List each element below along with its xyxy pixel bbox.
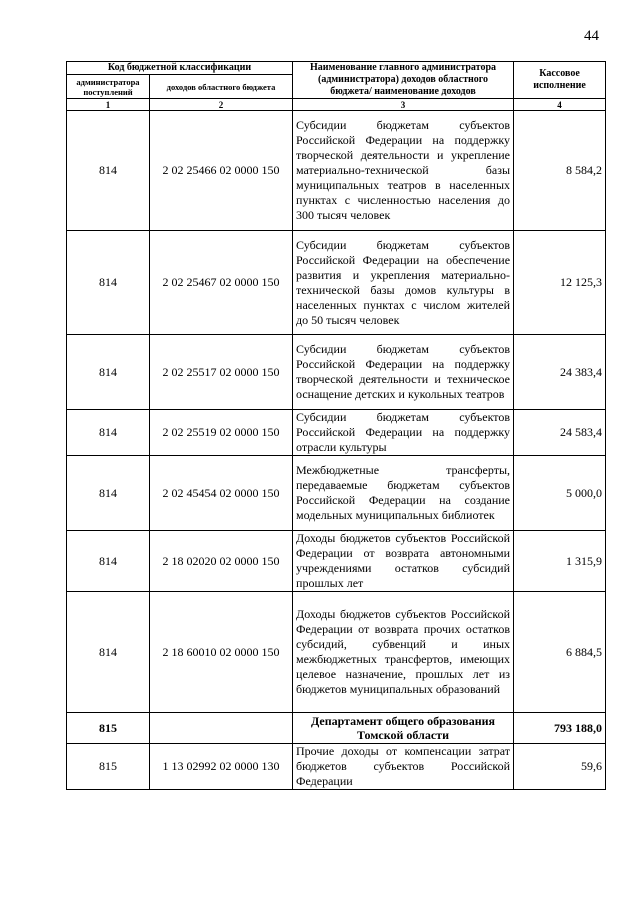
amount-column-header: Кассовое исполнение xyxy=(514,62,606,99)
revenue-name-cell: Субсидии бюджетам субъектов Российской Федерации на поддержку творческой деятельности и техническое оснащение детских и кукольных театров xyxy=(293,335,514,410)
amount-cell: 12 125,3 xyxy=(514,231,606,335)
amount-cell: 1 315,9 xyxy=(514,531,606,592)
admin-code-cell: 814 xyxy=(67,111,150,231)
revenue-code-cell: 2 02 25466 02 0000 150 xyxy=(150,111,293,231)
admin-code-cell: 815 xyxy=(67,713,150,744)
amount-cell: 8 584,2 xyxy=(514,111,606,231)
amount-cell: 24 383,4 xyxy=(514,335,606,410)
revenue-code-cell: 2 18 60010 02 0000 150 xyxy=(150,592,293,713)
column-number: 3 xyxy=(293,99,514,111)
revenue-name-cell: Доходы бюджетов субъектов Российской Федерации от возврата автономными учреждениями остатков субсидий прошлых лет xyxy=(293,531,514,592)
amount-cell: 24 583,4 xyxy=(514,410,606,456)
amount-cell: 6 884,5 xyxy=(514,592,606,713)
amount-cell: 59,6 xyxy=(514,744,606,790)
revenue-code-cell: 1 13 02992 02 0000 130 xyxy=(150,744,293,790)
table-row xyxy=(67,410,606,456)
column-number: 1 xyxy=(67,99,150,111)
revenue-code-cell: 2 02 25517 02 0000 150 xyxy=(150,335,293,410)
revenue-code-cell: 2 02 25467 02 0000 150 xyxy=(150,231,293,335)
revenue-code-cell: 2 18 02020 02 0000 150 xyxy=(150,531,293,592)
administrator-name-cell: Департамент общего образования Томской области xyxy=(293,713,514,744)
budget-revenue-table xyxy=(66,61,606,790)
table-row xyxy=(67,335,606,410)
table-row xyxy=(67,744,606,790)
admin-code-cell: 814 xyxy=(67,410,150,456)
page-number: 44 xyxy=(584,28,599,44)
admin-code-cell: 814 xyxy=(67,531,150,592)
table-row xyxy=(67,713,606,744)
amount-cell: 5 000,0 xyxy=(514,456,606,531)
table-row xyxy=(67,231,606,335)
revenue-name-cell: Доходы бюджетов субъектов Российской Федерации от возврата прочих остатков субсидий, субвенций и иных межбюджетных трансфертов, имеющих целевое назначение, прошлых лет из бюджетов муниципальных образований xyxy=(293,592,514,713)
admin-code-cell: 814 xyxy=(67,456,150,531)
revenue-code-cell xyxy=(150,713,293,744)
table-row xyxy=(67,111,606,231)
table-row xyxy=(67,456,606,531)
admin-column-header: администратора поступлений xyxy=(67,75,150,99)
revenue-code-cell: 2 02 45454 02 0000 150 xyxy=(150,456,293,531)
code-column-header: доходов областного бюджета xyxy=(150,75,293,99)
admin-code-cell: 815 xyxy=(67,744,150,790)
revenue-name-cell: Прочие доходы от компенсации затрат бюджетов субъектов Российской Федерации xyxy=(293,744,514,790)
revenue-code-cell: 2 02 25519 02 0000 150 xyxy=(150,410,293,456)
amount-cell: 793 188,0 xyxy=(514,713,606,744)
column-number: 2 xyxy=(150,99,293,111)
admin-code-cell: 814 xyxy=(67,335,150,410)
revenue-name-cell: Субсидии бюджетам субъектов Российской Федерации на поддержку творческой деятельности и укрепление материально-технической базы муниципальных театров в населенных пунктах с численностью населения до 300 тысяч человек xyxy=(293,111,514,231)
table-row xyxy=(67,592,606,713)
table-row xyxy=(67,531,606,592)
revenue-name-cell: Субсидии бюджетам субъектов Российской Федерации на поддержку отрасли культуры xyxy=(293,410,514,456)
admin-code-cell: 814 xyxy=(67,231,150,335)
revenue-name-cell: Субсидии бюджетам субъектов Российской Федерации на обеспечение развития и укрепления материально-технической базы домов культуры в населенных пунктах с числом жителей до 50 тысяч человек xyxy=(293,231,514,335)
column-number: 4 xyxy=(514,99,606,111)
classification-code-header: Код бюджетной классификации xyxy=(67,62,293,75)
revenue-name-cell: Межбюджетные трансферты, передаваемые бюджетам субъектов Российской Федерации на создание модельных муниципальных библиотек xyxy=(293,456,514,531)
admin-code-cell: 814 xyxy=(67,592,150,713)
name-column-header: Наименование главного администратора (администратора) доходов областного бюджета/ наименование доходов xyxy=(293,62,514,99)
column-numbers-row xyxy=(67,99,606,111)
